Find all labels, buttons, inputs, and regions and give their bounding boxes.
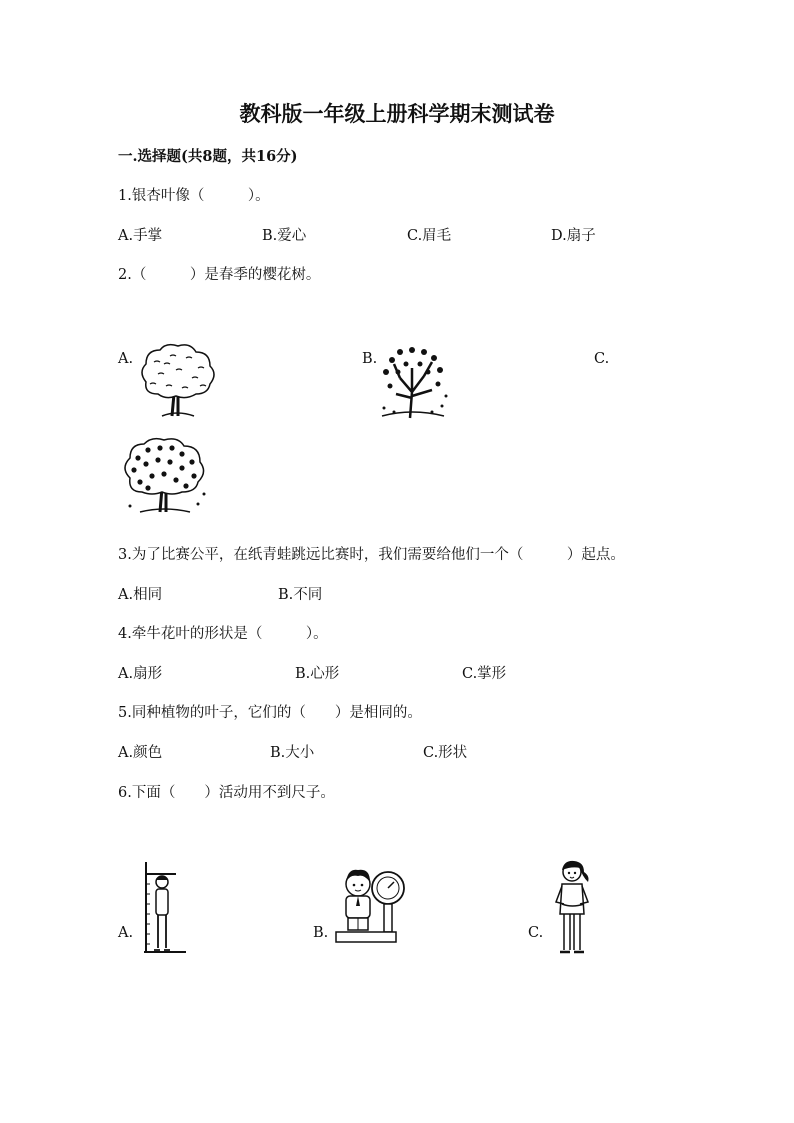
q1-option-d[interactable]: D.扇子 [551, 228, 596, 244]
q1-option-b[interactable]: B.爱心 [262, 228, 307, 244]
question-3-stem: 3.为了比赛公平，在纸青蛙跳远比赛时，我们需要给他们一个（ ）起点。 [118, 547, 625, 563]
question-6-stem: 6.下面（ ）活动用不到尺子。 [118, 785, 335, 801]
leafy-tree-image [136, 342, 218, 418]
autumn-tree-image [376, 342, 450, 422]
q4-option-b[interactable]: B.心形 [295, 666, 340, 682]
body-scale-image [334, 868, 410, 948]
q5-option-b[interactable]: B.大小 [270, 745, 315, 761]
q5-option-a[interactable]: A.颜色 [118, 745, 163, 761]
q4-option-c[interactable]: C.掌形 [462, 666, 507, 682]
q1-option-a[interactable]: A.手掌 [118, 228, 163, 244]
q5-option-c[interactable]: C.形状 [423, 745, 468, 761]
blossom-tree-image [118, 436, 210, 516]
q6-option-a[interactable]: A. [118, 925, 134, 941]
question-4-stem: 4.牵牛花叶的形状是（ ）。 [118, 626, 328, 642]
question-1-stem: 1.银杏叶像（ ）。 [118, 188, 270, 204]
q3-option-a[interactable]: A.相同 [118, 587, 163, 603]
section-heading: 一.选择题(共8题，共16分) [118, 148, 298, 165]
q2-option-a[interactable]: A. [118, 351, 134, 367]
q4-option-a[interactable]: A.扇形 [118, 666, 163, 682]
q2-option-b[interactable]: B. [362, 351, 378, 367]
q2-option-c[interactable]: C. [594, 351, 610, 367]
height-measure-image [140, 860, 190, 956]
q6-option-b[interactable]: B. [313, 925, 329, 941]
question-5-stem: 5.同种植物的叶子，它们的（ ）是相同的。 [118, 705, 422, 721]
waist-measure-image [550, 858, 600, 958]
q1-option-c[interactable]: C.眉毛 [407, 228, 452, 244]
page-title: 教科版一年级上册科学期末测试卷 [239, 101, 555, 126]
question-2-stem: 2.（ ）是春季的樱花树。 [118, 267, 321, 283]
q6-option-c[interactable]: C. [528, 925, 544, 941]
q3-option-b[interactable]: B.不同 [278, 587, 323, 603]
